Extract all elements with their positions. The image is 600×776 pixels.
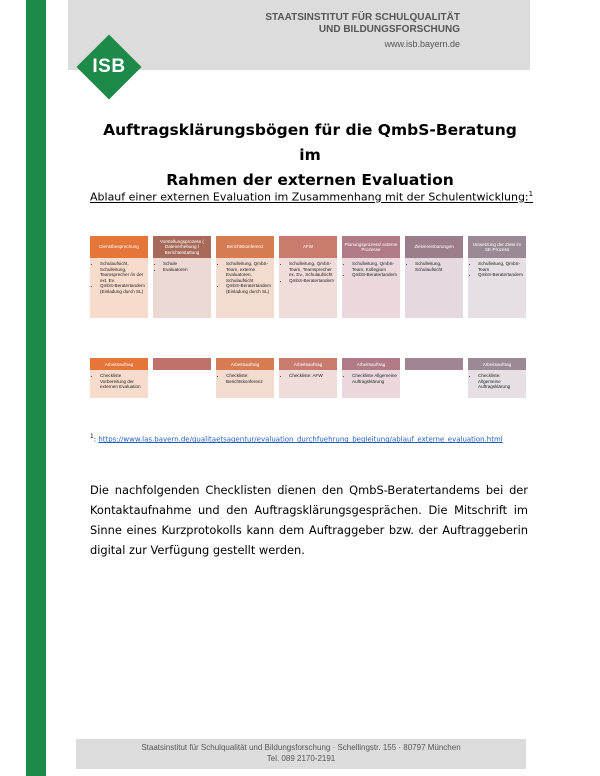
flow-stage-header: Umsetzung der Ziele im SE-Prozess bbox=[468, 236, 526, 258]
flow-stage-item: • QmbS-Beratertandem (Einladung durch SL) bbox=[100, 283, 145, 294]
flow-stage-body bbox=[468, 258, 526, 318]
document-title bbox=[90, 118, 530, 193]
flow-stage-item: • QmbS-Beratertandem bbox=[478, 272, 523, 278]
green-side-bar bbox=[26, 0, 46, 776]
flow-task-body bbox=[405, 370, 463, 398]
flow-task-body bbox=[153, 370, 211, 398]
flow-stage-column bbox=[405, 236, 463, 318]
flow-task-header: Arbeitsauftrag bbox=[90, 358, 148, 370]
flow-task-column bbox=[90, 358, 148, 398]
flow-task-header: Arbeitsauftrag bbox=[216, 358, 274, 370]
flow-task-item: • Checkliste Vorbereitung der externen Evaluation bbox=[100, 373, 145, 390]
flow-task-column bbox=[216, 358, 274, 398]
flow-stage-item: • QmbS-Beratertandem (Einladung durch SL) bbox=[226, 283, 271, 294]
flow-task-body bbox=[90, 370, 148, 398]
institute-name-line1: STAATSINSTITUT FÜR SCHULQUALITÄT bbox=[265, 12, 460, 23]
flow-row-stages bbox=[90, 236, 526, 318]
section-subtitle bbox=[90, 190, 533, 204]
flow-stage-item: • Schulaufsicht, Schulleitung, Teamsprecher /in der ext. Ev. bbox=[100, 261, 145, 283]
body-paragraph: Die nachfolgenden Checklisten dienen den QmbS-Beratertandems bei der Kontaktaufnahme und den Auftragsklärungsgesprächen. Die Mitschrift im Sinne eines Kurzprotokolls kann dem Auftraggeber bzw. der Auftraggeberin digital zur Verfügung gestellt werden. bbox=[90, 483, 528, 557]
footer-address: Staatsinstitut für Schulqualität und Bildungsforschung · Schellingstr. 155 · 80797 München bbox=[141, 743, 461, 752]
flow-stage-body bbox=[279, 258, 337, 318]
flow-stage-header: Planungsprozess/ externe Prozesse bbox=[342, 236, 400, 258]
flow-stage-header: AFW bbox=[279, 236, 337, 258]
flow-stage-header: Zielvereinbarungen bbox=[405, 236, 463, 258]
flow-stage-header: Berichtskonferenz bbox=[216, 236, 274, 258]
flow-task-item: • Checkliste: Allgemeine Auftragsklärung bbox=[478, 373, 523, 390]
flow-task-column bbox=[153, 358, 211, 398]
footnote bbox=[90, 434, 503, 443]
flow-task-header: Arbeitsauftrag bbox=[342, 358, 400, 370]
footnote-link[interactable]: https://www.las.bayern.de/qualitaetsagentur/evaluation_durchfuehrung_begleitung/ablauf_externe_evaluation.html bbox=[98, 435, 503, 444]
flow-task-column bbox=[468, 358, 526, 398]
subtitle-footnote-marker: 1 bbox=[528, 190, 534, 198]
flow-task-body bbox=[216, 370, 274, 398]
footnote-marker: 1 bbox=[90, 434, 94, 440]
institute-name bbox=[265, 12, 460, 36]
institute-url[interactable]: www.isb.bayern.de bbox=[384, 39, 460, 49]
flow-stage-item: • Schulleitung, Schulaufsicht bbox=[415, 261, 460, 272]
flow-stage-item: • QmbS-Beratertandem bbox=[289, 278, 334, 284]
flow-stage-column bbox=[153, 236, 211, 318]
flow-stage-column bbox=[342, 236, 400, 318]
isb-logo-text: ISB bbox=[92, 56, 126, 77]
flow-task-column bbox=[342, 358, 400, 398]
flow-task-header: Arbeitsauftrag bbox=[279, 358, 337, 370]
flow-stage-column bbox=[90, 236, 148, 318]
flow-stage-column bbox=[468, 236, 526, 318]
flow-stage-item: • Evaluatoren bbox=[163, 267, 208, 273]
footnote-separator: : bbox=[93, 435, 99, 444]
flow-task-column bbox=[405, 358, 463, 398]
flow-stage-body bbox=[216, 258, 274, 318]
flow-stage-item: • Schule bbox=[163, 261, 208, 267]
header-band bbox=[68, 0, 530, 70]
flow-stage-item: • Schulleitung, QmbS-Team bbox=[478, 261, 523, 272]
flow-stage-item: • QmbS-Beratertandem bbox=[352, 272, 397, 278]
flow-task-body bbox=[342, 370, 400, 398]
title-line1: Auftragsklärungsbögen für die QmbS-Beratung im bbox=[103, 121, 517, 164]
flow-row-tasks bbox=[90, 358, 526, 398]
flow-stage-header: Vorstellungsprozess ( Datenerhebung / Berichterstattung bbox=[153, 236, 211, 258]
flow-task-header bbox=[405, 358, 463, 370]
footer-band bbox=[76, 739, 526, 769]
flow-task-item: • Checkliste: AFW bbox=[289, 373, 334, 379]
flow-stage-column bbox=[216, 236, 274, 318]
title-line2: Rahmen der externen Evaluation bbox=[166, 171, 454, 189]
flow-stage-body bbox=[405, 258, 463, 318]
flow-task-item: • Checkliste Allgemeine Auftragsklärung bbox=[352, 373, 397, 384]
flow-task-item: • Checkliste: Berichtskonferenz bbox=[226, 373, 271, 384]
flow-stage-item: • Schulleitung, QmbS-Team, Teamsprecher ex. Ev., Schulaufsicht bbox=[289, 261, 334, 278]
flow-stage-column bbox=[279, 236, 337, 318]
flow-stage-header: Dienstbesprechung bbox=[90, 236, 148, 258]
footer-phone: Tel. 089 2170-2191 bbox=[266, 754, 336, 763]
subtitle-text: Ablauf einer externen Evaluation im Zusammenhang mit der Schulentwicklung: bbox=[90, 190, 529, 204]
flow-task-header: Arbeitsauftrag bbox=[468, 358, 526, 370]
institute-name-line2: UND BILDUNGSFORSCHUNG bbox=[318, 24, 460, 35]
flow-stage-body bbox=[342, 258, 400, 318]
flow-stage-body bbox=[153, 258, 211, 318]
flow-task-body bbox=[279, 370, 337, 398]
flow-task-header bbox=[153, 358, 211, 370]
flow-task-body bbox=[468, 370, 526, 398]
flow-task-column bbox=[279, 358, 337, 398]
flow-stage-body bbox=[90, 258, 148, 318]
flow-stage-item: • Schulleitung, QmbS-Team, externe Evaluatoren, Schulaufsicht bbox=[226, 261, 271, 283]
flow-stage-item: • Schulleitung, QmbS-Team, Kollegium bbox=[352, 261, 397, 272]
